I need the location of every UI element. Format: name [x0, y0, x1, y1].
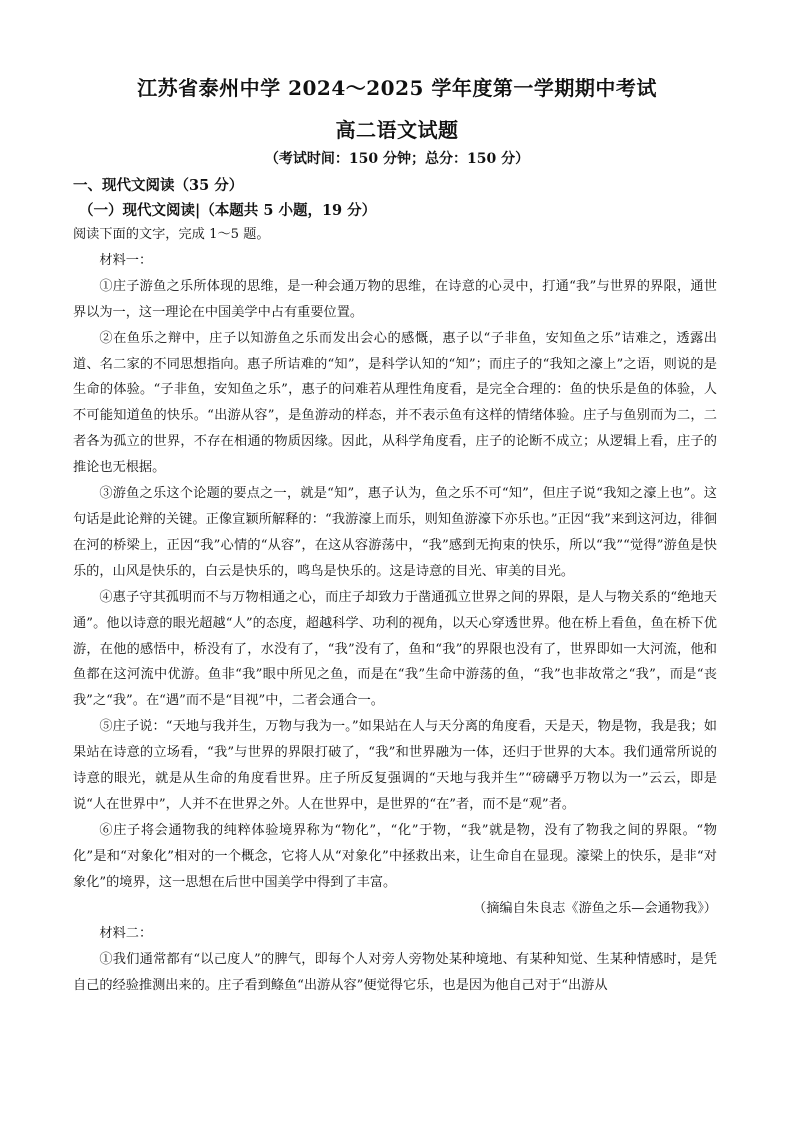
exam-subtitle: 高二语文试题: [335, 118, 459, 142]
material1-paragraph-4: ④惠子守其孤明而不与万物相通之心，而庄子却致力于凿通孤立世界之间的界限，是人与物关系的“绝地天通”。他以诗意的眼光超越“人”的态度，超越科学、功利的视角，以天心穿透世界。他在桥上看鱼，鱼在桥下优游，在他的感悟中，桥没有了，水没有了，“我”没有了，鱼和“我”的界限也没有了，世界即如一大河流，他和鱼都在这河流中优游。鱼非“我”眼中所见之鱼，而是在“我”生命中游荡的鱼，“我”也非故常之“我”，而是“丧我”之“我”。在“遇”而不是“目视”中，二者会通合一。: [73, 589, 717, 709]
material2-label: 材料二：: [99, 926, 153, 942]
material2-paragraph-1: ①我们通常都有“以己度人”的脾气，即每个人对旁人旁物处某种境地、有某种知觉、生某种情感时，是凭自己的经验推测出来的。庄子看到鲦鱼“出游从容”便觉得它乐，也是因为他自己对于“出游从: [73, 952, 717, 994]
reading-text: [73, 222, 717, 999]
exam-title: 江苏省泰州中学 2024～2025 学年度第一学期期中考试: [137, 76, 657, 100]
material1-paragraph-3: ③游鱼之乐这个论题的要点之一，就是“知”，惠子认为，鱼之乐不可“知”，但庄子说“我知之濠上也”。这句话是此论辩的关键。正像宣颖所解释的：“我游濠上而乐，则知鱼游濠下亦乐也。”正因“我”来到这河边，徘徊在河的桥梁上，正因“我”心情的“从容”，在这从容游荡中，“我”感到无拘束的快乐，所以“我”“觉得”游鱼是快乐的，山风是快乐的，白云是快乐的，鸣鸟是快乐的。这是诗意的目光、审美的目光。: [73, 486, 717, 579]
subsection-heading: （一）现代文阅读|（本题共 5 小题，19 分）: [79, 202, 377, 219]
material1-paragraph-5: ⑤庄子说：“天地与我并生，万物与我为一。”如果站在人与天分离的角度看，天是天，物是物，我是我；如果站在诗意的立场看，“我”与世界的界限打破了，“我”和世界融为一体，还归于世界的大本。我们通常所说的诗意的眼光，就是从生命的角度看世界。庄子所反复强调的“天地与我并生”“磅礴乎万物以为一”云云，即是说“人在世界中”，人并不在世界之外。人在世界中，是世界的“在”者，而不是“观”者。: [73, 719, 717, 812]
material1-paragraph-1: ①庄子游鱼之乐所体现的思维，是一种会通万物的思维，在诗意的心灵中，打通“我”与世界的界限，通世界以为一，这一理论在中国美学中占有重要位置。: [73, 278, 717, 320]
material1-paragraph-2: ②在鱼乐之辩中，庄子以知游鱼之乐而发出会心的感慨，惠子以“子非鱼，安知鱼之乐”诘难之，透露出道、名二家的不同思想指向。惠子所诘难的“知”，是科学认知的“知”；而庄子的“我知之濠上”之语，则说的是生命的体验。“子非鱼，安知鱼之乐”，惠子的问难若从理性角度看，是完全合理的：鱼的快乐是鱼的体验，人不可能知道鱼的快乐。“出游从容”，是鱼游动的样态，并不表示鱼有这样的情绪体验。庄子与鱼别而为二，二者各为孤立的世界，不存在相通的物质因缘。因此，从科学角度看，庄子的论断不成立；从逻辑上看，庄子的推论也无根据。: [73, 330, 717, 476]
material1-paragraph-6: ⑥庄子将会通物我的纯粹体验境界称为“物化”，“化”于物，“我”就是物，没有了物我之间的界限。“物化”是和“对象化”相对的一个概念，它将人从“对象化”中拯救出来，让生命自在显现。濠梁上的快乐，是非“对象化”的境界，这一思想在后世中国美学中得到了丰富。: [73, 822, 717, 890]
instruction: 阅读下面的文字，完成 1～5 题。: [73, 227, 270, 242]
material1-label: 材料一：: [99, 252, 153, 268]
exam-info: （考试时间：150 分钟；总分：150 分）: [264, 151, 530, 167]
material1-source: （摘编自朱良志《游鱼之乐—会通物我》）: [473, 900, 717, 916]
section-heading: 一、现代文阅读（35 分）: [73, 177, 244, 194]
